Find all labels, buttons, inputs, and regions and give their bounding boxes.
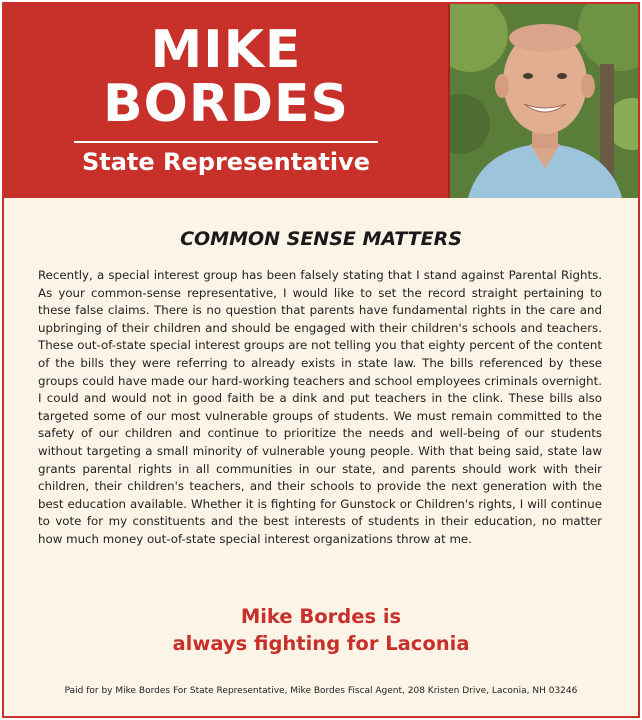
header-banner xyxy=(4,4,638,198)
tagline-line-1: Mike Bordes is xyxy=(240,605,402,628)
ad-body-text: Recently, a special interest group has been falsely stating that I stand against Parental Rights. As your common-sense representative, I would like to set the record straight pertaining to these false claims. There is no question that parents have fundamental rights in the care and upbringing of their children and should be engaged with their children's schools and teachers. These out-of-state special interest groups are not telling you that eighty percent of the content of the bills they were referring to already exists in state law. The bills referenced by these groups could have made our hard-working teachers and school employees criminals overnight. I could and would not in good faith be a dink and put teachers in the clink. These bills also targeted some of our most vulnerable groups of students. We must remain committed to the safety of our children and continue to prioritize the needs and well-being of our students without targeting a small minority of vulnerable young people. With that being said, state law grants parental rights in all communities in our state, and parents should work with their children, their children's teachers, and their schools to provide the next generation with the best education available. Whether it is fighting for Gunstock or Children's rights, I will continue to vote for my constituents and the best interests of students in their education, no matter how much money out-of-state special interest organizations throw at me. xyxy=(38,268,602,546)
paid-for-disclaimer: Paid for by Mike Bordes For State Representative, Mike Bordes Fiscal Agent, 208 Kristen Drive, Laconia, NH 03246 xyxy=(64,686,578,696)
tagline-line-2: always fighting for Laconia xyxy=(172,632,470,655)
candidate-first-name: MIKE xyxy=(150,20,302,80)
campaign-ad xyxy=(2,2,640,718)
candidate-last-name: BORDES xyxy=(102,74,350,134)
ad-heading: COMMON SENSE MATTERS xyxy=(180,228,462,250)
candidate-photo xyxy=(448,4,640,198)
title-divider xyxy=(74,141,378,143)
candidate-title: State Representative xyxy=(81,148,371,176)
